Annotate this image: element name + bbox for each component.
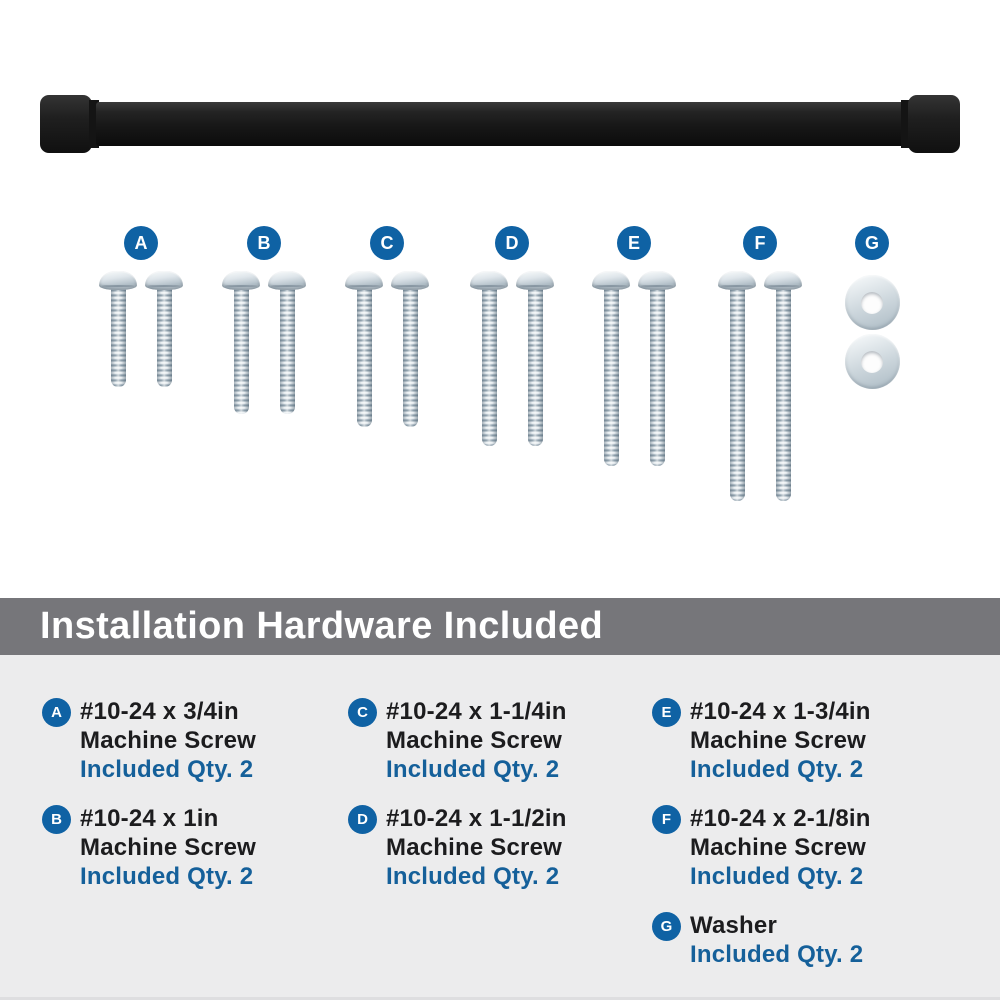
screw-image (516, 271, 554, 446)
section-title: Installation Hardware Included (40, 605, 604, 647)
screw-head (516, 271, 554, 290)
screw-image (268, 271, 306, 414)
hardware-group-g (827, 226, 917, 389)
item-qty: Included Qty. 2 (386, 756, 560, 783)
hardware-item-e (652, 697, 952, 784)
screw-image (145, 271, 183, 387)
part-badge-g: G (855, 226, 889, 260)
screw-shaft (650, 287, 665, 466)
screw-pair-b (222, 271, 306, 414)
screw-pair-e (592, 271, 676, 466)
item-size: #10-24 x 3/4in (80, 698, 239, 725)
item-name: Machine Screw (690, 834, 867, 861)
screw-pair-d (470, 271, 554, 446)
screw-pair-c (345, 271, 429, 427)
item-size: #10-24 x 2-1/8in (690, 805, 871, 832)
item-name: Machine Screw (386, 834, 563, 861)
screw-image (470, 271, 508, 446)
hardware-group-a (96, 226, 186, 387)
hardware-group-d (467, 226, 557, 446)
screw-shaft (776, 287, 791, 501)
item-badge-e: E (652, 698, 681, 727)
screw-head (268, 271, 306, 290)
hardware-item-a (42, 697, 342, 784)
screw-shaft (280, 287, 295, 414)
screw-pair-a (99, 271, 183, 387)
hardware-group-e (589, 226, 679, 466)
part-badge-d: D (495, 226, 529, 260)
hardware-item-c (348, 697, 648, 784)
screw-image (592, 271, 630, 466)
hardware-section-header (0, 598, 1000, 655)
screw-shaft (604, 287, 619, 466)
screw-image (345, 271, 383, 427)
bar-body (96, 102, 906, 146)
hardware-column-1 (42, 697, 342, 911)
screw-head (345, 271, 383, 290)
item-badge-f: F (652, 805, 681, 834)
item-size: #10-24 x 1-1/4in (386, 698, 567, 725)
screw-shaft (157, 287, 172, 387)
item-name: Machine Screw (386, 727, 563, 754)
screw-head (592, 271, 630, 290)
item-qty: Included Qty. 2 (80, 756, 254, 783)
screw-shaft (482, 287, 497, 446)
screw-image (718, 271, 756, 501)
item-badge-c: C (348, 698, 377, 727)
item-qty: Included Qty. 2 (80, 863, 254, 890)
washer-image (845, 334, 900, 389)
screw-shaft (111, 287, 126, 387)
item-badge-b: B (42, 805, 71, 834)
screw-shaft (730, 287, 745, 501)
part-badge-f: F (743, 226, 777, 260)
item-qty: Included Qty. 2 (690, 941, 864, 968)
part-badge-a: A (124, 226, 158, 260)
hardware-group-f (715, 226, 805, 501)
item-name: Machine Screw (690, 727, 867, 754)
screw-shaft (234, 287, 249, 414)
hardware-group-c (342, 226, 432, 427)
item-qty: Included Qty. 2 (690, 756, 864, 783)
hardware-item-d (348, 804, 648, 891)
screw-image (222, 271, 260, 414)
hardware-item-f (652, 804, 952, 891)
screw-image (764, 271, 802, 501)
screw-image (391, 271, 429, 427)
part-badge-b: B (247, 226, 281, 260)
screw-shaft (403, 287, 418, 427)
item-size: #10-24 x 1in (80, 805, 219, 832)
part-badge-e: E (617, 226, 651, 260)
screw-head (638, 271, 676, 290)
hardware-list-panel (0, 655, 1000, 1000)
bar-end-cap-right (908, 95, 960, 153)
item-size: #10-24 x 1-3/4in (690, 698, 871, 725)
screw-pair-f (718, 271, 802, 501)
screw-head (718, 271, 756, 290)
screw-head (391, 271, 429, 290)
hardware-item-g (652, 911, 952, 969)
screw-shaft (357, 287, 372, 427)
hardware-group-b (219, 226, 309, 414)
washer-image (845, 275, 900, 330)
screw-head (145, 271, 183, 290)
item-badge-a: A (42, 698, 71, 727)
hardware-item-b (42, 804, 342, 891)
part-badge-c: C (370, 226, 404, 260)
screw-image (638, 271, 676, 466)
item-size: #10-24 x 1-1/2in (386, 805, 567, 832)
item-name: Machine Screw (80, 727, 257, 754)
hardware-column-2 (348, 697, 648, 911)
item-qty: Included Qty. 2 (386, 863, 560, 890)
item-badge-g: G (652, 912, 681, 941)
bar-end-cap-left (40, 95, 92, 153)
screw-head (470, 271, 508, 290)
screw-head (222, 271, 260, 290)
item-qty: Included Qty. 2 (690, 863, 864, 890)
hardware-column-3 (652, 697, 952, 989)
screw-image (99, 271, 137, 387)
screw-shaft (528, 287, 543, 446)
item-size: Washer (690, 912, 778, 939)
item-name: Machine Screw (80, 834, 257, 861)
item-badge-d: D (348, 805, 377, 834)
screw-head (99, 271, 137, 290)
screw-head (764, 271, 802, 290)
washer-pair-g (845, 275, 900, 389)
